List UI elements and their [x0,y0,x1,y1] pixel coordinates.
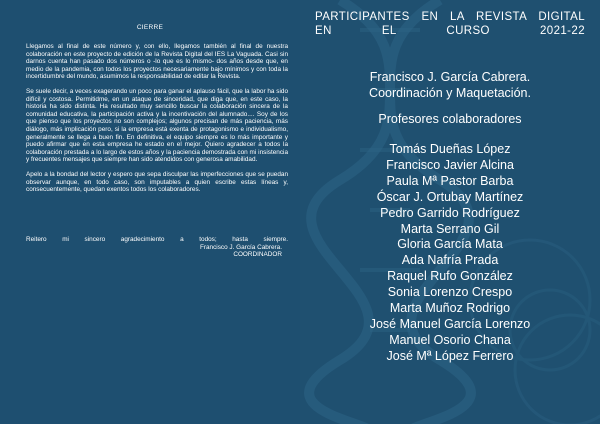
professors-heading: Profesores colaboradores [378,112,522,126]
professor-item: Raquel Rufo González [387,269,513,284]
professor-item: Gloria García Mata [397,237,503,252]
paragraph-2: Se suele decir, a veces exagerando un poco para ganar el aplauso fácil, que la labor ha sido difícil y costosa. Permitidme, en un ataque de sinceridad, que diga que, en este caso, la historia ha sido distinta. Ha resultado muy sencillo buscar la colaboración sincera de la comunidad educativa, la participación activa y la incentivación del alumnado.... Soy de los que pienso que los proyectos no son complejos; algunos precisan de más paciencia, más diálogo, más implicación pero, si la empresa está exenta de protagonismo e individualismo, generalmente se llega a buen fin. En definitiva, el equipo siempre es lo más importante y puedo afirmar que en esta empresa he estado en el mejor. Quiero agradecer a todos la colaboración prestada a lo largo de estos años y la paciencia demostrada con mi insistencia y frecuentes mensajes que siempre han sido atendidos con generosa amabilidad. [26,88,288,164]
signature-role: COORDINADOR [233,251,282,259]
participants-title [315,10,585,38]
signature-block [26,236,288,259]
professor-item: Tomás Dueñas López [389,142,511,156]
professor-item: Marta Serrano Gil [400,221,500,236]
title-line-2: EN EL CURSO 2021-22 [315,25,585,37]
closing-line: Reitero mi sincero agradecimiento a todos; hasta siempre. [26,236,288,243]
professor-item: Sonia Lorenzo Crespo [387,285,513,300]
closing-body [26,43,288,201]
professor-item: Pedro Garrido Rodríguez [380,205,520,220]
professor-item: Óscar J. Ortubay Martínez [376,189,524,204]
professor-item: Marta Muñoz Rodrigo [389,301,511,316]
coordinator-role: Coordinación y Maquetación. [369,86,531,100]
professors-list [300,142,600,365]
title-line-1: PARTICIPANTES EN LA REVISTA DIGITAL [315,11,585,23]
professor-item: Ada Nafría Prada [401,253,499,268]
professor-item: Manuel Osorio Chana [389,332,511,347]
coordinator-block [300,69,600,101]
paragraph-1: Llegamos al final de este número y, con ello, llegamos también al final de nuestra colaboración en este proyecto de edición de la Revista Digital del IES La Vaguada. Casi sin darnos cuenta han pasado dos números o -lo que es lo mismo- dos años desde que, en medio de la pandemia, con todos los proyectos necesariamente bajo mínimos y con toda la incertidumbre del mundo, asumimos la responsabilidad de editar la Revista. [26,43,288,81]
closing-title: CIERRE [136,24,164,31]
professor-item: Francisco Javier Alcina [386,157,514,172]
professor-item: Paula Mª Pastor Barba [386,173,514,188]
paragraph-3: Apelo a la bondad del lector y espero que sepa disculpar las imperfecciones que se puedan observar aunque, en todo caso, son imputables a quien escribe estas líneas y, consecuentemente, quedan exentos todos los colaboradores. [26,171,288,194]
coordinator-name: Francisco J. García Cabrera. [369,70,531,84]
right-page [300,0,600,424]
professor-item: José Manuel García Lorenzo [369,316,531,331]
professor-item: José Mª López Ferrero [386,348,514,363]
signature-name: Francisco J. García Cabrera. [199,243,282,251]
